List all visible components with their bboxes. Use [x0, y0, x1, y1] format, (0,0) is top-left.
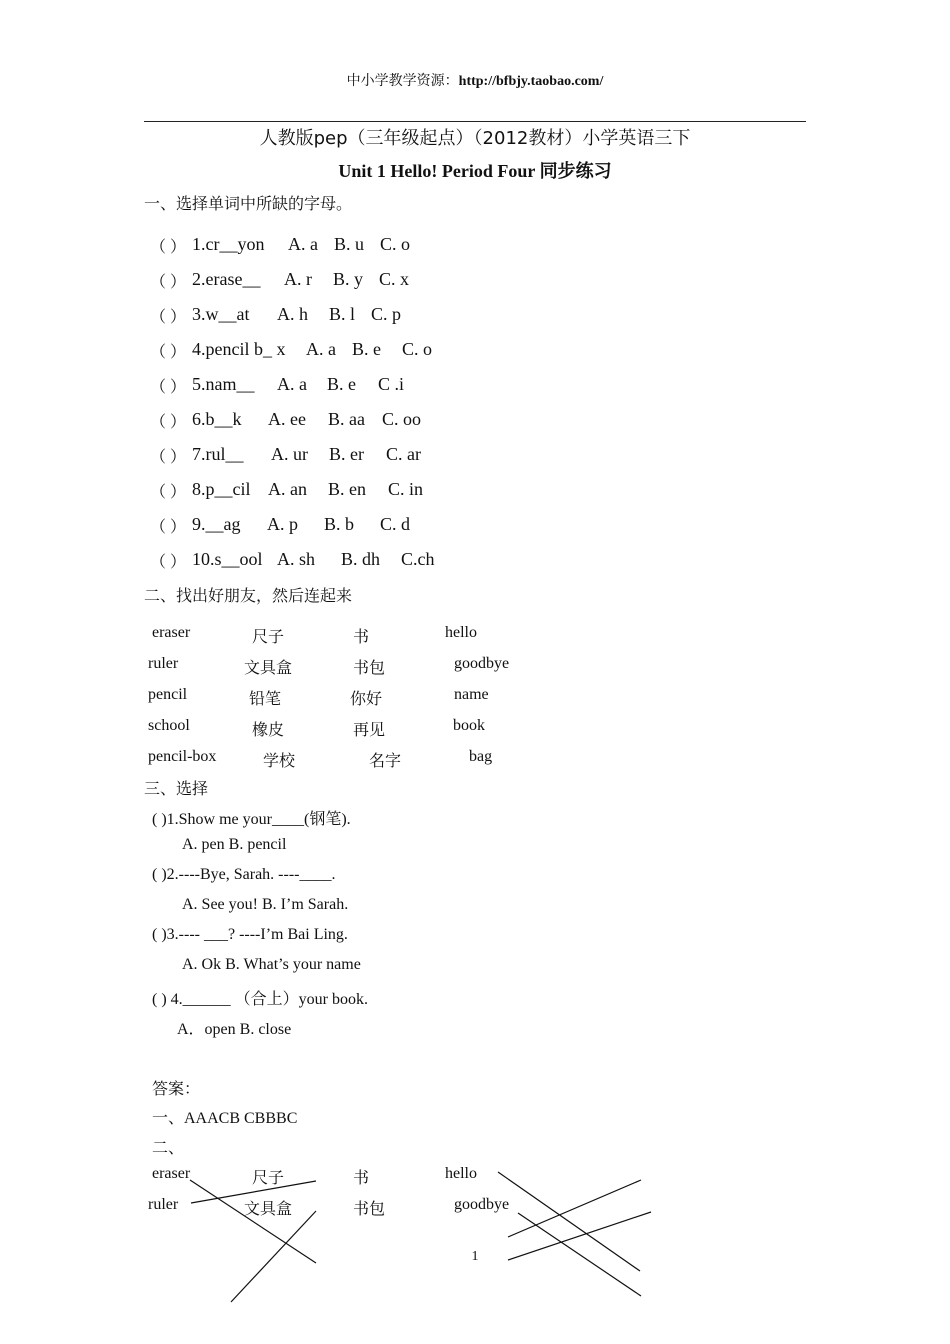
- option-c: C. oo: [382, 409, 422, 429]
- section3-question-stem: ( )3.---- ___? ----I’m Bai Ling.: [152, 926, 348, 943]
- english-word: pencil-box: [148, 748, 217, 765]
- section1-heading: 一、选择单词中所缺的字母。: [144, 196, 353, 213]
- option-a: A. sh: [277, 549, 316, 569]
- answer-bracket[interactable]: （ ）: [150, 379, 187, 396]
- section3-question-stem: ( )2.----Bye, Sarah. ----____.: [152, 866, 336, 883]
- english-word: eraser: [152, 624, 191, 641]
- english-word: goodbye: [454, 655, 510, 672]
- chinese-word: 尺子: [252, 1170, 285, 1187]
- chinese-word: 书: [353, 1170, 370, 1187]
- option-c: C. p: [371, 304, 402, 324]
- answer-bracket[interactable]: （ ）: [150, 274, 187, 291]
- english-word: pencil: [148, 686, 188, 703]
- chinese-word: 名字: [369, 753, 402, 770]
- option-b: B. y: [333, 269, 364, 289]
- question-stem: 9.__ag: [192, 514, 241, 534]
- answer-bracket[interactable]: （ ）: [150, 414, 187, 431]
- section3-question-options: A. Ok B. What’s your name: [182, 956, 361, 973]
- option-c: C. x: [379, 269, 410, 289]
- answer-line: [508, 1180, 641, 1237]
- chinese-word: 文具盒: [244, 660, 293, 677]
- option-b: B. b: [324, 514, 355, 534]
- section3-heading: 三、选择: [144, 781, 209, 798]
- section3-question-stem: ( ) 4.______ （合上）your book.: [152, 991, 368, 1008]
- english-word: school: [148, 717, 190, 734]
- answer-bracket[interactable]: （ ）: [150, 484, 187, 501]
- section3-question-stem: ( )1.Show me your____(钢笔).: [152, 811, 351, 828]
- english-word: name: [454, 686, 489, 703]
- option-c: C. ar: [386, 444, 421, 464]
- question-stem: 1.cr__yon: [192, 234, 265, 254]
- header-prefix: 中小学教学资源：: [346, 74, 459, 89]
- header-url[interactable]: http://bfbjy.taobao.com/: [458, 74, 604, 89]
- english-word: book: [453, 717, 485, 734]
- chinese-word: 橡皮: [252, 722, 285, 739]
- option-a: A. a: [277, 374, 307, 394]
- english-word: ruler: [148, 655, 179, 672]
- option-b: B. u: [334, 234, 365, 254]
- option-a: A. p: [267, 514, 298, 534]
- answer-bracket[interactable]: （ ）: [150, 449, 187, 466]
- chinese-word: 尺子: [252, 629, 285, 646]
- option-c: C. o: [380, 234, 411, 254]
- chinese-word: 书包: [353, 660, 386, 677]
- section3-question-options: A．open B. close: [177, 1021, 292, 1038]
- question-stem: 4.pencil b_ x: [192, 339, 286, 359]
- answer-bracket[interactable]: （ ）: [150, 309, 187, 326]
- answer-line: [191, 1181, 316, 1203]
- option-a: A. a: [288, 234, 318, 254]
- doc-title: 人教版pep（三年级起点）（2012教材）小学英语三下: [259, 128, 691, 149]
- option-c: C.ch: [401, 549, 435, 569]
- english-word: eraser: [152, 1165, 191, 1182]
- english-word: bag: [469, 748, 493, 765]
- english-word: ruler: [148, 1196, 179, 1213]
- chinese-word: 书: [353, 629, 370, 646]
- option-c: C. in: [388, 479, 424, 499]
- option-b: B. l: [329, 304, 356, 324]
- doc-subtitle: Unit 1 Hello! Period Four 同步练习: [338, 161, 612, 181]
- question-stem: 2.erase__: [192, 269, 261, 289]
- option-b: B. aa: [328, 409, 365, 429]
- chinese-word: 再见: [353, 722, 386, 739]
- answer-bracket[interactable]: （ ）: [150, 239, 187, 256]
- chinese-word: 铅笔: [249, 691, 282, 708]
- answers-part2-label: 二、: [152, 1140, 185, 1157]
- answer-bracket[interactable]: （ ）: [150, 519, 187, 536]
- option-b: B. dh: [341, 549, 381, 569]
- english-word: hello: [445, 624, 477, 641]
- english-word: hello: [445, 1165, 477, 1182]
- option-c: C .i: [378, 374, 405, 394]
- option-c: C. o: [402, 339, 433, 359]
- option-b: B. e: [352, 339, 381, 359]
- question-stem: 5.nam__: [192, 374, 255, 394]
- question-stem: 8.p__cil: [192, 479, 251, 499]
- section3-question-options: A. pen B. pencil: [182, 836, 287, 853]
- option-a: A. ee: [268, 409, 306, 429]
- option-b: B. en: [328, 479, 366, 499]
- chinese-word: 书包: [353, 1201, 386, 1218]
- answer-bracket[interactable]: （ ）: [150, 554, 187, 571]
- section2-heading: 二、找出好朋友，然后连起来: [144, 588, 353, 605]
- option-a: A. an: [268, 479, 307, 499]
- question-stem: 3.w__at: [192, 304, 250, 324]
- option-b: B. er: [329, 444, 364, 464]
- question-stem: 7.rul__: [192, 444, 244, 464]
- option-b: B. e: [327, 374, 356, 394]
- page-number: 1: [471, 1249, 479, 1264]
- chinese-word: 文具盒: [244, 1201, 293, 1218]
- english-word: goodbye: [454, 1196, 510, 1213]
- option-a: A. r: [284, 269, 312, 289]
- section3-question-options: A. See you! B. I’m Sarah.: [182, 896, 349, 913]
- option-c: C. d: [380, 514, 411, 534]
- question-stem: 10.s__ool: [192, 549, 263, 569]
- answer-bracket[interactable]: （ ）: [150, 344, 187, 361]
- question-stem: 6.b__k: [192, 409, 242, 429]
- option-a: A. ur: [271, 444, 308, 464]
- chinese-word: 你好: [350, 691, 383, 708]
- option-a: A. a: [306, 339, 336, 359]
- chinese-word: 学校: [263, 753, 296, 770]
- answers-heading: 答案：: [152, 1081, 201, 1098]
- answers-part1: 一、AAACB CBBBC: [152, 1110, 298, 1127]
- option-a: A. h: [277, 304, 308, 324]
